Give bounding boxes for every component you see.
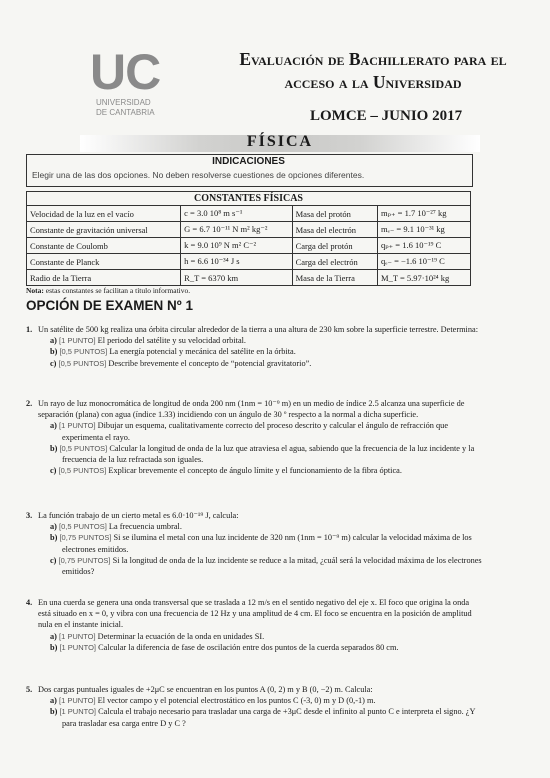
part-points: [0,75 PUNTOS] — [58, 555, 111, 565]
constants-title: CONSTANTES FÍSICAS — [27, 192, 471, 206]
question-number: 5. — [26, 685, 33, 694]
part-text: Si la longitud de onda de la luz incidente se reduce a la mitad, ¿cuál será la velocidad máxima de los electrones emitidos? — [62, 555, 482, 577]
constant-value: h = 6.6 10⁻³⁴ J s — [181, 254, 292, 270]
question — [26, 510, 484, 577]
question-part — [38, 443, 484, 465]
subject-title: FÍSICA — [246, 133, 314, 150]
exam-title — [238, 48, 508, 94]
question-stem: Dos cargas puntuales iguales de +2μC se encuentran en los puntos A (0, 2) m y B (0, −2) m. Calcula: — [38, 685, 373, 695]
constants-note — [26, 286, 190, 295]
part-points: [0,5 PUNTOS] — [58, 358, 107, 368]
question-number: 2. — [26, 399, 33, 408]
constant-value: R_T = 6370 km — [181, 270, 292, 286]
constant-value: c = 3.0 10⁸ m s⁻¹ — [181, 206, 292, 222]
question-stem: Un rayo de luz monocromática de longitud de onda 200 nm (1nm = 10⁻⁹ m) en un medio de índice 2.5 alcanza una superficie de separación (plana) con agua (índice 1.33) incidiendo con un ángulo de 30 º respecto a la normal a dicha superficie. — [38, 399, 465, 420]
question-part — [38, 695, 484, 706]
constant-name: Masa del protón — [292, 206, 377, 222]
question-part — [38, 358, 484, 369]
question-stem: La función trabajo de un cierto metal es 6.0·10⁻¹⁹ J, calcula: — [38, 511, 239, 521]
part-text: El periodo del satélite y su velocidad orbital. — [97, 336, 247, 346]
part-letter: c) — [50, 466, 57, 476]
constant-name: Carga del protón — [292, 238, 377, 254]
constant-name: Constante de Planck — [27, 254, 181, 270]
constants-row — [27, 238, 471, 254]
part-points: [1 PUNTO] — [59, 336, 96, 346]
part-text: Explicar brevemente el concepto de ángulo límite y el funcionamiento de la fibra óptica. — [108, 466, 402, 476]
part-text: Determinar la ecuación de la onda en unidades SI. — [97, 631, 265, 641]
constant-value: G = 6.7 10⁻¹¹ N m² kg⁻² — [181, 222, 292, 238]
constant-name: Constante de gravitación universal — [27, 222, 181, 238]
question-number: 1. — [26, 325, 33, 334]
part-text: La frecuencia umbral. — [108, 522, 182, 532]
part-letter: a) — [50, 336, 57, 346]
constant-value: mₑ₋ = 9.1 10⁻³¹ kg — [378, 222, 471, 238]
constants-row — [27, 222, 471, 238]
constant-value: M_T = 5.97·10²⁴ kg — [378, 270, 471, 286]
part-text: El vector campo y el potencial electrostático en los puntos C (-3, 0) m y D (0,-1) m. — [97, 696, 376, 706]
constant-value: qₑ₋ = −1.6 10⁻¹⁹ C — [378, 254, 471, 270]
option-title: OPCIÓN DE EXAMEN Nº 1 — [26, 298, 193, 313]
part-points: [1 PUNTO] — [59, 642, 97, 652]
part-points: [0,75 PUNTOS] — [59, 533, 112, 543]
question-part — [38, 420, 484, 442]
constant-name: Radio de la Tierra — [27, 270, 181, 286]
part-points: [1 PUNTO] — [59, 421, 96, 431]
question-part — [38, 465, 484, 476]
part-points: [0,5 PUNTOS] — [59, 443, 108, 453]
question-stem: Un satélite de 500 kg realiza una órbita circular alrededor de la tierra a una altura de 230 km sobre la superficie terrestre. Determina: — [38, 325, 478, 335]
part-letter: b) — [50, 347, 58, 357]
constant-name: Masa de la Tierra — [292, 270, 377, 286]
part-points: [1 PUNTO] — [59, 631, 96, 641]
question-part — [38, 521, 484, 532]
part-letter: b) — [50, 533, 58, 543]
university-name-line2: DE CANTABRIA — [96, 108, 155, 117]
exam-title-line2: acceso a la Universidad — [284, 72, 462, 92]
part-text: Calcular la diferencia de fase de oscilación entre dos puntos de la cuerda separados 80 cm. — [98, 642, 399, 652]
part-points: [0,5 PUNTOS] — [58, 466, 107, 476]
note-text: estas constantes se facilitan a título informativo. — [45, 286, 191, 295]
question-part — [38, 346, 484, 357]
constant-value: mₚ₊ = 1.7 10⁻²⁷ kg — [378, 206, 471, 222]
constant-name: Constante de Coulomb — [27, 238, 181, 254]
exam-title-line1: Evaluación de Bachillerato para el — [239, 49, 507, 69]
constants-row — [27, 254, 471, 270]
question-part — [38, 532, 484, 554]
constant-value: qₚ₊ = 1.6 10⁻¹⁹ C — [378, 238, 471, 254]
exam-session: LOMCE – JUNIO 2017 — [310, 108, 463, 124]
part-text: La energía potencial y mecánica del satélite en la órbita. — [109, 347, 296, 357]
question-part — [38, 335, 484, 346]
instructions-title: INDICACIONES — [212, 156, 285, 167]
question — [26, 684, 484, 729]
constant-name: Masa del electrón — [292, 222, 377, 238]
note-label: Nota: — [26, 286, 44, 295]
university-logo: UC — [90, 44, 161, 100]
part-letter: b) — [50, 642, 58, 652]
university-name-line1: UNIVERSIDAD — [96, 98, 151, 107]
constant-value: k = 9.0 10⁹ N m² C⁻² — [181, 238, 292, 254]
instructions-text: Elegir una de las dos opciones. No deben resolverse cuestiones de opciones diferentes. — [32, 170, 365, 180]
part-letter: a) — [50, 631, 57, 641]
part-letter: c) — [50, 555, 57, 565]
part-points: [0,5 PUNTOS] — [59, 522, 107, 532]
question-part — [38, 631, 484, 642]
constants-row — [27, 270, 471, 286]
question-number: 4. — [26, 598, 33, 607]
part-points: [1 PUNTO] — [59, 707, 97, 717]
question — [26, 597, 484, 653]
part-text: Si se ilumina el metal con una luz incidente de 320 nm (1nm = 10⁻⁹ m) calcular la velocidad máxima de los electrones emitidos. — [62, 533, 472, 554]
part-letter: b) — [50, 707, 58, 717]
part-letter: a) — [50, 696, 57, 706]
part-letter: a) — [50, 421, 57, 431]
part-text: Dibujar un esquema, cualitativamente correcto del proceso descrito y calcular el ángulo de refracción que experimenta el rayo. — [62, 421, 449, 442]
constants-table — [26, 191, 471, 286]
constant-name: Carga del electrón — [292, 254, 377, 270]
part-letter: c) — [50, 358, 57, 368]
question — [26, 324, 484, 369]
question-number: 3. — [26, 511, 33, 520]
part-letter: b) — [50, 443, 58, 453]
part-points: [0,5 PUNTOS] — [59, 347, 108, 357]
question-part — [38, 642, 484, 653]
part-points: [1 PUNTO] — [59, 696, 96, 706]
question-stem: En una cuerda se genera una onda transversal que se traslada a 12 m/s en el sentido negativo del eje x. El foco que origina la onda está situado en x = 0, y vibra con una frecuencia de 12 Hz y una amplitud de 4 cm. El foco se encuentra en la posición de amplitud nula en el instante inicial. — [38, 598, 472, 630]
university-name — [96, 98, 155, 118]
question-part — [38, 706, 484, 728]
part-letter: a) — [50, 522, 57, 532]
constant-name: Velocidad de la luz en el vacío — [27, 206, 181, 222]
question — [26, 398, 484, 476]
part-text: Calcular la longitud de onda de la luz que atraviesa el agua, sabiendo que la frecuencia de la luz incidente y la frecuencia de la luz refractada son iguales. — [62, 443, 475, 465]
constants-row — [27, 206, 471, 222]
part-text: Calcula el trabajo necesario para trasladar una carga de +3μC desde el infinito al punto C e interpreta el signo. ¿Y para trasladar esa carga entre D y C ? — [62, 707, 476, 728]
question-part — [38, 555, 484, 577]
part-text: Describe brevemente el concepto de “potencial gravitatorio”. — [108, 358, 312, 368]
